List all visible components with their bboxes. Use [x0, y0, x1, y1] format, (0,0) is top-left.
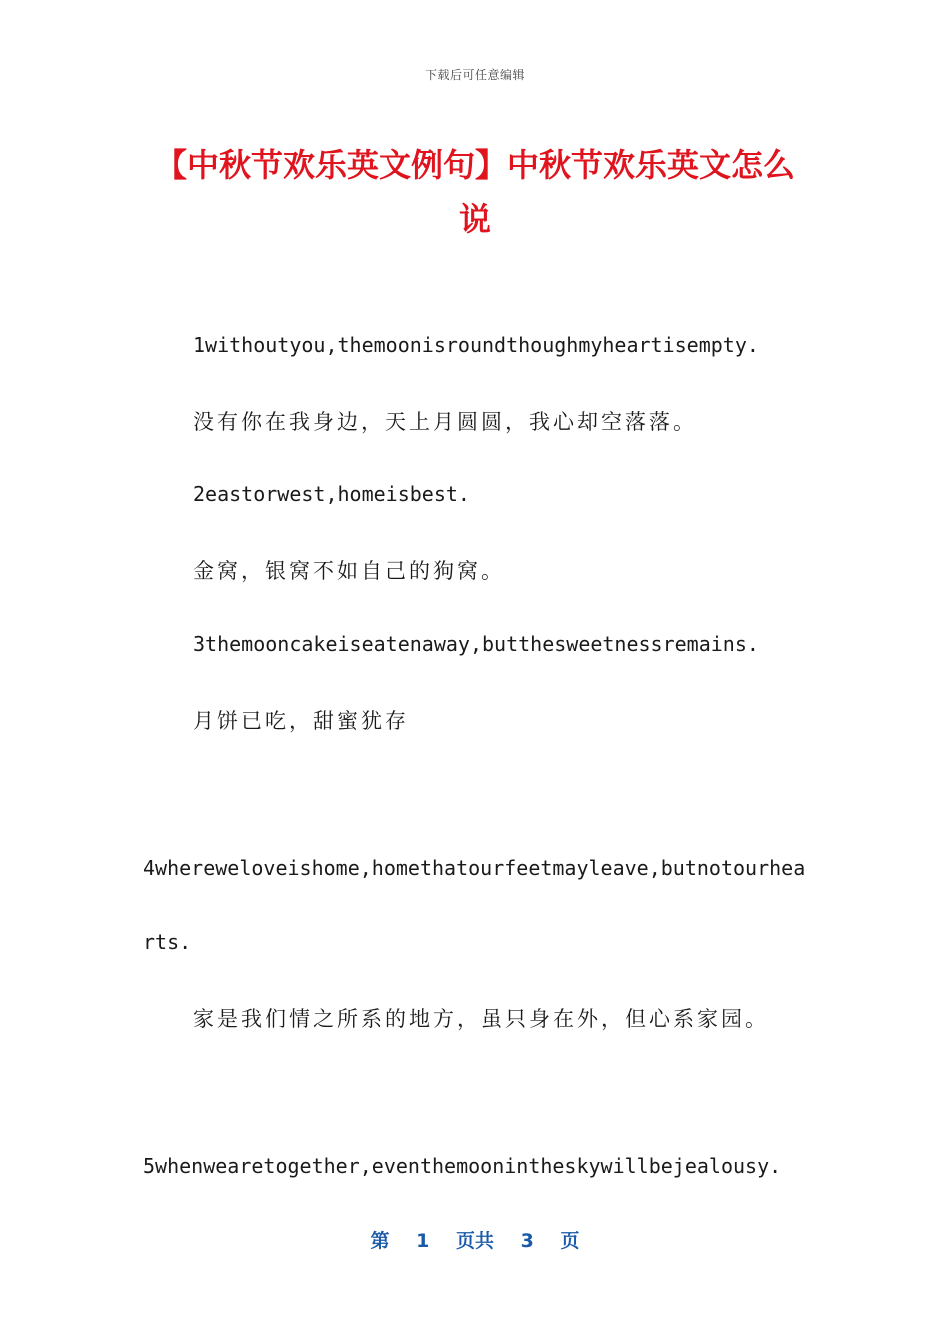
sentence-5-english: 5whenwearetogether,eventhemoonintheskywillbejealousy. — [143, 1154, 782, 1178]
footer-middle: 页共 — [455, 1230, 494, 1252]
sentence-1-english: 1withoutyou,themoonisroundthoughmyheartisempty. — [193, 333, 759, 357]
sentence-1-chinese: 没有你在我身边，天上月圆圆，我心却空落落。 — [193, 410, 697, 434]
sentence-3-english: 3themooncakeiseatenaway,butthesweetnessremains. — [193, 632, 759, 656]
document-title: 【中秋节欢乐英文例句】中秋节欢乐英文怎么说 — [154, 146, 795, 238]
sentence-4-chinese: 家是我们情之所系的地方，虽只身在外，但心系家园。 — [193, 1007, 769, 1031]
sentence-2-english: 2eastorwest,homeisbest. — [193, 482, 470, 506]
header-note: 下载后可任意编辑 — [424, 68, 525, 82]
footer-total-pages: 3 — [520, 1230, 534, 1252]
footer-prefix: 第 — [370, 1230, 390, 1252]
sentence-3-chinese: 月饼已吃，甜蜜犹存 — [193, 709, 409, 733]
sentence-4-english-line-1: 4whereweloveishome,homethatourfeetmayleave,butnotourhea — [143, 856, 806, 880]
sentence-4-english-line-2: rts. — [143, 930, 192, 954]
footer-page-number: 1 — [416, 1230, 430, 1252]
footer-suffix: 页 — [560, 1230, 580, 1252]
sentence-2-chinese: 金窝，银窝不如自己的狗窝。 — [193, 559, 505, 583]
page-footer — [0, 1226, 950, 1253]
